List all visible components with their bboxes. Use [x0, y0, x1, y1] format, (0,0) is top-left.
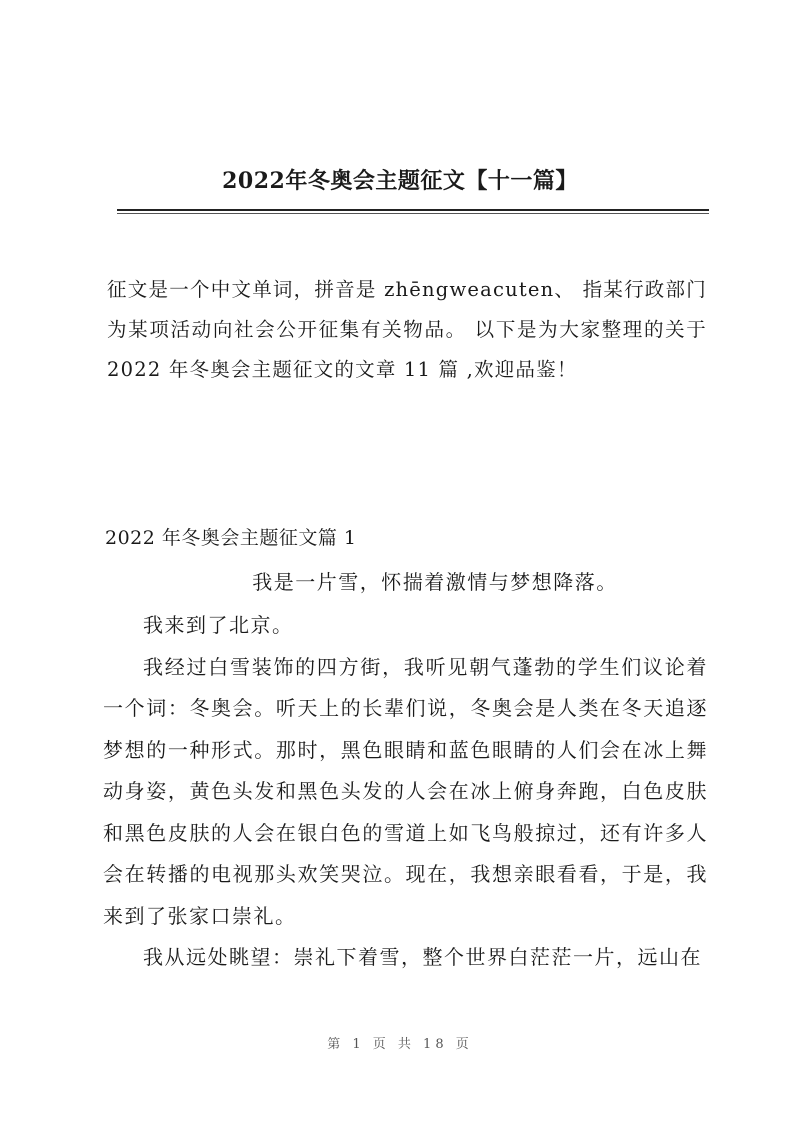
section-heading: 2022 年冬奥会主题征文篇 1 — [105, 527, 357, 549]
page-footer: 第 1 页 共 18 页 — [327, 1037, 473, 1052]
title-underline-thin — [117, 213, 709, 214]
document-title: 2022年冬奥会主题征文【十一篇】 — [222, 168, 578, 194]
intro-paragraph: 征文是一个中文单词，拼音是 zhēngweacuten、 指某行政部门为某项活动向社会公开征集有关物品。 以下是为大家整理的关于 2022 年冬奥会主题征文的文章 11 篇 ,欢迎品鉴！ — [107, 278, 707, 381]
body-paragraph: 我经过白雪装饰的四方街，我听见朝气蓬勃的学生们议论着一个词：冬奥会。听天上的长辈们说，冬奥会是人类在冬天追逐梦想的一种形式。那时，黑色眼睛和蓝色眼睛的人们会在冰上舞动身姿，黄色头发和黑色头发的人会在冰上俯身奔跑，白色皮肤和黑色皮肤的人会在银白色的雪道上如飞鸟般掠过，还有许多人会在转播的电视那头欢笑哭泣。现在，我想亲眼看看，于是，我来到了张家口崇礼。 — [103, 654, 708, 928]
title-underline — [117, 209, 709, 211]
body-paragraph: 我来到了北京。 — [143, 613, 294, 637]
essay-body — [103, 605, 708, 979]
body-paragraph: 我从远处眺望：崇礼下着雪，整个世界白茫茫一片，远山在 — [143, 945, 702, 969]
essay-subtitle: 我是一片雪，怀揣着激情与梦想降落。 — [252, 570, 618, 594]
